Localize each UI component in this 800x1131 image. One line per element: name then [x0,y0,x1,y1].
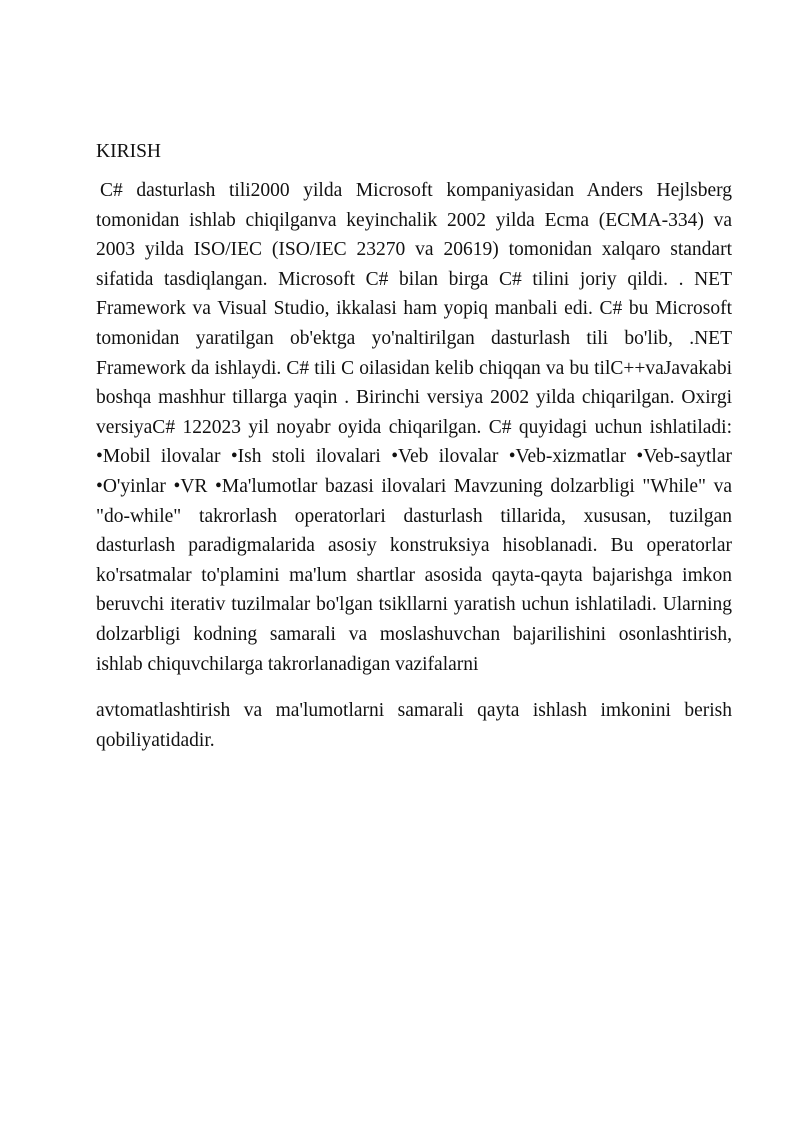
document-page [96,138,732,755]
body-paragraph: C# dasturlash tili2000 yilda Microsoft kompaniyasidan Anders Hejlsberg tomonidan ishlab chiqilganva keyinchalik 2002 yilda Ecma (ECMA-334) va 2003 yilda ISO/IEC (ISO/IEC 23270 va 20619) tomonidan xalqaro standart sifatida tasdiqlangan. Microsoft C# bilan birga C# tilini joriy qildi. . NET Framework va Visual Studio, ikkalasi ham yopiq manbali edi. C# bu Microsoft tomonidan yaratilgan ob'ektga yo'naltirilgan dasturlash tili bo'lib, .NET Framework da ishlaydi. C# tili C oilasidan kelib chiqqan va bu tilC++vaJavakabi boshqa mashhur tillarga yaqin . Birinchi versiya 2002 yilda chiqarilgan. Oxirgi versiyaC# 122023 yil noyabr oyida chiqarilgan. C# quyidagi uchun ishlatiladi: •Mobil ilovalar •Ish stoli ilovalari •Veb ilovalar •Veb-xizmatlar •Veb-saytlar •O'yinlar •VR •Ma'lumotlar bazasi ilovalari Mavzuning dolzarbligi "While" va "do-while" takrorlash operatorlari dasturlash tillarida, xususan, tuzilgan dasturlash paradigmalarida asosiy konstruksiya hisoblanadi. Bu operatorlar ko'rsatmalar to'plamini ma'lum shartlar asosida qayta-qayta bajarishga imkon beruvchi iterativ tuzilmalar bo'lgan tsikllarni yaratish uchun ishlatiladi. Ularning dolzarbligi kodning samarali va moslashuvchan bajarilishini osonlashtirish, ishlab chiquvchilarga takrorlanadigan vazifalarni [96,180,732,675]
section-heading: KIRISH [96,141,162,162]
body-paragraph-continuation: avtomatlashtirish va ma'lumotlarni samarali qayta ishlash imkonini berish qobiliyatidadir. [96,700,732,751]
